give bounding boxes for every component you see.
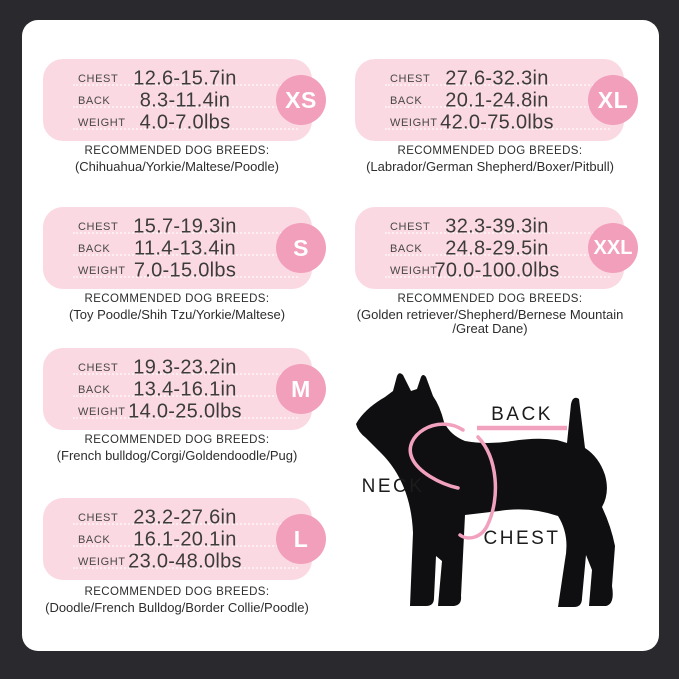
weight-value: 14.0-25.0lbs <box>128 400 242 422</box>
back-value: 16.1-20.1in <box>133 528 237 550</box>
breeds-list: (Labrador/German Shepherd/Boxer/Pitbull) <box>366 159 614 174</box>
breeds-title: RECOMMENDED DOG BREEDS: <box>397 145 583 157</box>
chest-value: 15.7-19.3in <box>133 215 237 237</box>
breeds-title: RECOMMENDED DOG BREEDS: <box>397 293 583 305</box>
chest-label: CHEST <box>78 361 119 374</box>
breeds-title: RECOMMENDED DOG BREEDS: <box>84 586 270 598</box>
size-panel-m <box>43 348 312 430</box>
weight-label: WEIGHT <box>390 264 438 277</box>
chest-label: CHEST <box>78 220 119 233</box>
breeds-block-m <box>17 434 337 463</box>
size-panel-l <box>43 498 312 580</box>
back-label: BACK <box>78 242 111 255</box>
breeds-list: (French bulldog/Corgi/Goldendoodle/Pug) <box>56 448 298 463</box>
weight-label: WEIGHT <box>78 116 126 129</box>
back-value: 8.3-11.4in <box>139 89 231 111</box>
measurement-row-chest <box>355 68 624 89</box>
measurement-row-back <box>355 90 624 111</box>
breeds-title: RECOMMENDED DOG BREEDS: <box>84 293 270 305</box>
measurement-row-weight <box>43 112 312 133</box>
size-badge-xl: XL <box>588 75 638 125</box>
measurement-row-weight <box>43 551 312 572</box>
back-value: 13.4-16.1in <box>133 378 237 400</box>
breeds-block-s <box>17 293 337 322</box>
size-badge-s: S <box>276 223 326 273</box>
back-value: 11.4-13.4in <box>134 237 236 259</box>
breeds-block-xxl <box>330 293 650 336</box>
back-label: BACK <box>78 383 111 396</box>
back-label: BACK <box>78 94 111 107</box>
chest-value: 23.2-27.6in <box>133 506 237 528</box>
back-label: BACK <box>78 533 111 546</box>
dog-measurement-diagram <box>352 358 652 643</box>
measurement-row-chest <box>43 357 312 378</box>
breeds-block-xs <box>17 145 337 174</box>
size-panel-s <box>43 207 312 289</box>
measurement-row-weight <box>43 260 312 281</box>
chest-label: CHEST <box>390 72 431 85</box>
back-label: BACK <box>390 242 423 255</box>
neck-diagram-label: NECK <box>361 476 425 497</box>
chest-value: 12.6-15.7in <box>133 67 237 89</box>
breeds-block-xl <box>330 145 650 174</box>
breeds-title: RECOMMENDED DOG BREEDS: <box>84 434 270 446</box>
measurement-row-chest <box>355 216 624 237</box>
weight-value: 23.0-48.0lbs <box>128 550 242 572</box>
chest-diagram-label: CHEST <box>483 528 561 549</box>
back-value: 20.1-24.8in <box>445 89 549 111</box>
measurement-row-back <box>43 90 312 111</box>
breeds-list: (Doodle/French Bulldog/Border Collie/Poodle) <box>45 600 309 615</box>
breeds-list-line2: /Great Dane) <box>452 321 528 336</box>
back-value: 24.8-29.5in <box>445 237 549 259</box>
chest-value: 32.3-39.3in <box>445 215 549 237</box>
measurement-row-chest <box>43 68 312 89</box>
measurement-row-back <box>43 529 312 550</box>
weight-value: 42.0-75.0lbs <box>440 111 554 133</box>
measurement-row-chest <box>43 216 312 237</box>
measurement-row-back <box>43 379 312 400</box>
chest-value: 27.6-32.3in <box>445 67 549 89</box>
weight-value: 7.0-15.0lbs <box>133 259 237 281</box>
chest-label: CHEST <box>390 220 431 233</box>
weight-value: 4.0-7.0lbs <box>139 111 231 133</box>
measurement-row-weight <box>355 260 624 281</box>
size-badge-xxl: XXL <box>588 223 638 273</box>
back-diagram-label: BACK <box>491 404 553 425</box>
breeds-title: RECOMMENDED DOG BREEDS: <box>84 145 270 157</box>
size-badge-xs: XS <box>276 75 326 125</box>
chest-label: CHEST <box>78 72 119 85</box>
size-badge-l: L <box>276 514 326 564</box>
measurement-row-weight <box>43 401 312 422</box>
breeds-list: (Chihuahua/Yorkie/Maltese/Poodle) <box>74 159 280 174</box>
back-label: BACK <box>390 94 423 107</box>
size-panel-xxl <box>355 207 633 289</box>
breeds-block-l <box>17 586 337 615</box>
chest-label: CHEST <box>78 511 119 524</box>
measurement-row-weight <box>355 112 624 133</box>
weight-label: WEIGHT <box>78 264 126 277</box>
weight-label: WEIGHT <box>78 555 126 568</box>
chest-value: 19.3-23.2in <box>133 356 237 378</box>
measurement-row-chest <box>43 507 312 528</box>
weight-value: 70.0-100.0lbs <box>434 259 560 281</box>
size-panel-xl <box>355 59 629 141</box>
size-panel-xs <box>43 59 317 141</box>
weight-label: WEIGHT <box>78 405 126 418</box>
size-chart-card <box>22 20 659 651</box>
breeds-list: (Toy Poodle/Shih Tzu/Yorkie/Maltese) <box>68 307 286 322</box>
size-badge-m: M <box>276 364 326 414</box>
measurement-row-back <box>355 238 624 259</box>
breeds-list: (Golden retriever/Shepherd/Bernese Mountain <box>356 307 624 322</box>
measurement-row-back <box>43 238 312 259</box>
weight-label: WEIGHT <box>390 116 438 129</box>
